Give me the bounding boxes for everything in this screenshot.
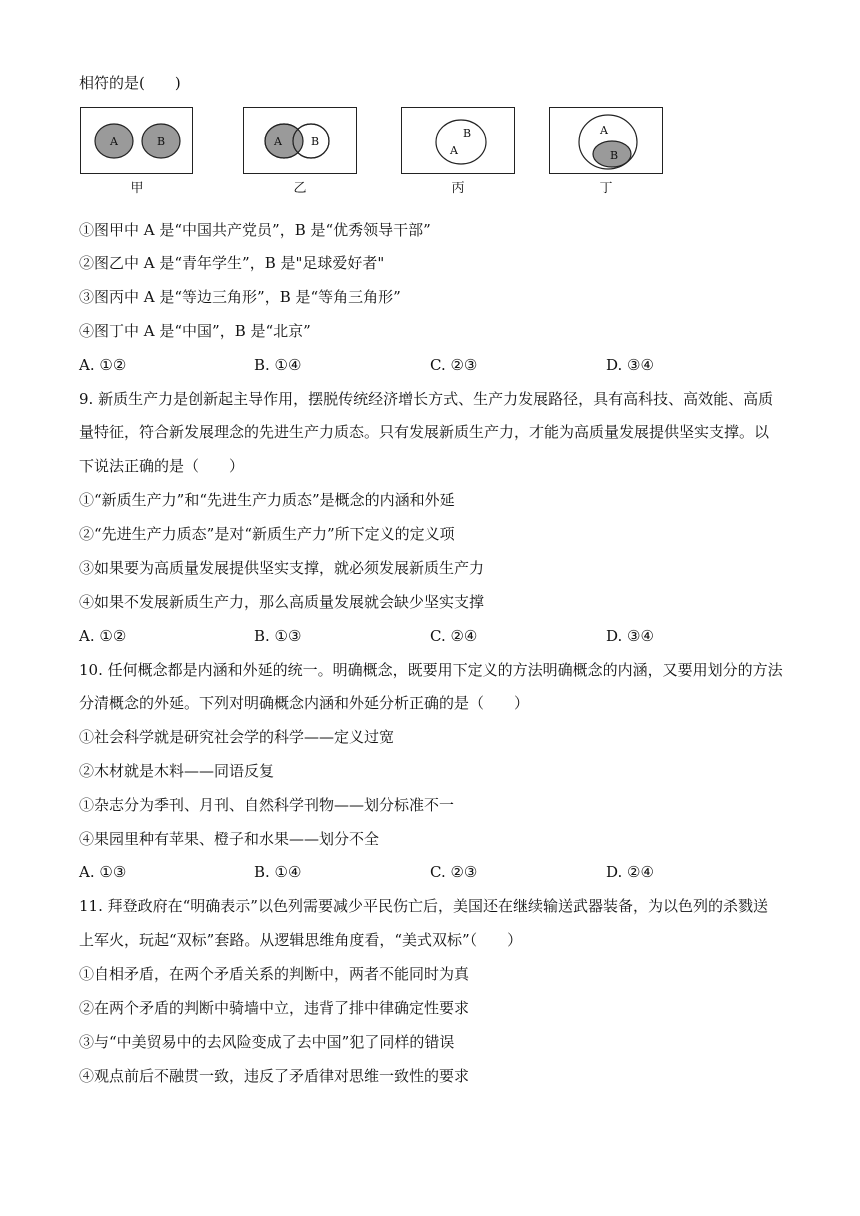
circle-a-label: A: [110, 135, 118, 148]
q10-stem-line-1: 10. 任何概念都是内涵和外延的统一。明确概念，既要用下定义的方法明确概念的内涵，又要用划分的方法: [79, 661, 783, 679]
circle-b-label: B: [610, 149, 619, 162]
q11-statement-3: ③与“中美贸易中的去风险变成了去中国”犯了同样的错误: [79, 1033, 455, 1051]
q8-option-d[interactable]: D. ③④: [606, 356, 654, 374]
q9-option-d[interactable]: D. ③④: [606, 627, 654, 645]
q9-statement-2: ②“先进生产力质态”是对“新质生产力”所下定义的定义项: [79, 525, 455, 543]
q10-option-a[interactable]: A. ①③: [79, 863, 127, 881]
circle-b-label: B: [311, 135, 320, 148]
q8-option-a[interactable]: A. ①②: [79, 356, 127, 374]
q8-statement-3: ③图丙中 A 是“等边三角形”，B 是“等角三角形”: [79, 288, 401, 306]
q8-option-c[interactable]: C. ②③: [430, 356, 478, 374]
figure-label-bing: 丙: [451, 181, 465, 196]
q11-statement-2: ②在两个矛盾的判断中骑墙中立，违背了排中律确定性要求: [79, 999, 470, 1017]
q10-stem-line-2: 分清概念的外延。下列对明确概念内涵和外延分析正确的是（ ）: [79, 694, 530, 712]
circle-a-label: A: [274, 135, 282, 148]
q9-stem-line-3: 下说法正确的是（ ）: [79, 457, 245, 475]
q11-statement-1: ①自相矛盾，在两个矛盾关系的判断中，两者不能同时为真: [79, 965, 470, 983]
figure-label-yi: 乙: [293, 181, 307, 196]
q10-statement-3: ①杂志分为季刊、月刊、自然科学刊物——划分标准不一: [79, 796, 455, 814]
q9-stem-line-2: 量特征，符合新发展理念的先进生产力质态。只有发展新质生产力，才能为高质量发展提供坚实支撑。以: [79, 423, 770, 441]
figure-jia: [80, 107, 193, 174]
q8-statement-4: ④图丁中 A 是“中国”，B 是“北京”: [79, 322, 311, 340]
circle-a-label: A: [600, 124, 608, 137]
q11-statement-4: ④观点前后不融贯一致，违反了矛盾律对思维一致性的要求: [79, 1067, 470, 1085]
circle-b-label: B: [157, 135, 166, 148]
circle-a-label: A: [450, 144, 458, 157]
q9-statement-3: ③如果要为高质量发展提供坚实支撑，就必须发展新质生产力: [79, 559, 485, 577]
venn-diagram-separate: [81, 108, 192, 173]
q10-statement-4: ④果园里种有苹果、橙子和水果——划分不全: [79, 830, 380, 848]
q10-option-b[interactable]: B. ①④: [254, 863, 302, 881]
q8-statement-2: ②图乙中 A 是“青年学生”，B 是"足球爱好者": [79, 254, 385, 272]
q10-option-d[interactable]: D. ②④: [606, 863, 654, 881]
q9-statement-4: ④如果不发展新质生产力，那么高质量发展就会缺少坚实支撑: [79, 593, 485, 611]
circle-b-label: B: [463, 127, 472, 140]
q9-option-c[interactable]: C. ②④: [430, 627, 478, 645]
q9-option-a[interactable]: A. ①②: [79, 627, 127, 645]
q9-stem-line-1: 9. 新质生产力是创新起主导作用，摆脱传统经济增长方式、生产力发展路径，具有高科技、高效能、高质: [79, 390, 774, 408]
figure-label-ding: 丁: [599, 181, 613, 196]
figure-bing: [401, 107, 515, 174]
q10-statement-2: ②木材就是木料——同语反复: [79, 762, 275, 780]
q11-stem-line-1: 11. 拜登政府在“明确表示”以色列需要减少平民伤亡后，美国还在继续输送武器装备，为以色列的杀戮送: [79, 897, 768, 915]
q8-stem-tail: 相符的是( ): [79, 74, 181, 92]
figure-yi: [243, 107, 357, 174]
q10-statement-1: ①社会科学就是研究社会学的科学——定义过宽: [79, 728, 395, 746]
venn-diagram-overlap: [244, 108, 356, 173]
venn-diagram-identical: [402, 108, 514, 173]
q9-option-b[interactable]: B. ①③: [254, 627, 302, 645]
circle-ab: [436, 120, 486, 164]
figure-label-jia: 甲: [130, 181, 144, 196]
q8-statement-1: ①图甲中 A 是“中国共产党员”，B 是“优秀领导干部”: [79, 221, 431, 239]
q8-option-b[interactable]: B. ①④: [254, 356, 302, 374]
figure-ding: [549, 107, 663, 174]
q10-option-c[interactable]: C. ②③: [430, 863, 478, 881]
venn-diagram-contains: [550, 108, 662, 173]
q9-statement-1: ①“新质生产力”和“先进生产力质态”是概念的内涵和外延: [79, 491, 455, 509]
q11-stem-line-2: 上军火，玩起“双标”套路。从逻辑思维角度看，“美式双标”（ ）: [79, 931, 523, 949]
